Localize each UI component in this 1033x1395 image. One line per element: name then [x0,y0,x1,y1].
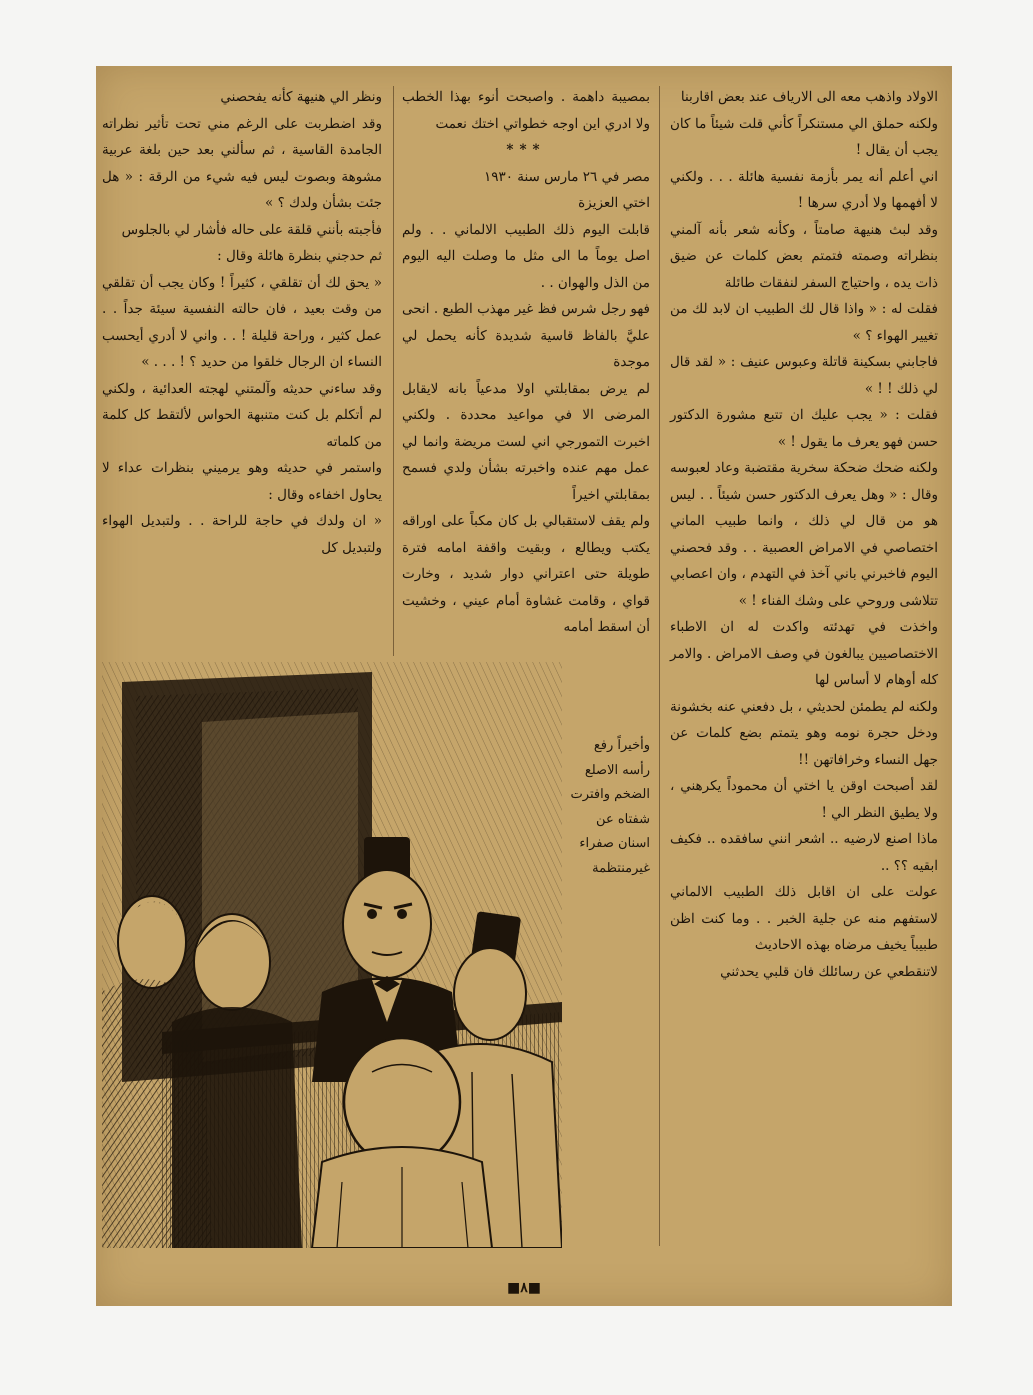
illustration-drawing [102,662,562,1248]
paragraph: فأجبته بأنني قلقة على حاله فأشار لي بالجلوس [121,221,382,238]
paragraph: ولكنه لم يطمئن لحديثي ، بل دفعني عنه بخشونة ودخل حجرة نومه وهو يتمتم بضع كلمات عن جهل النساء وخرافاتهن !! [670,698,938,768]
paragraph: لاتنقطعي عن رسائلك فان قلبي يحدثني [720,963,938,980]
paragraph: فهو رجل شرس فظ غير مهذب الطبع . انحى عليَّ بالفاظ قاسية شديدة كأنه يحمل لي موجدة [402,301,650,370]
magazine-page [96,66,952,1306]
text-column-middle [402,84,650,641]
paragraph: ونظر الي هنيهة كأنه يفحصني [220,89,382,105]
paragraph: فقلت له : « واذا قال لك الطبيب ان لابد لك من تغيير الهواء ؟ » [670,301,938,344]
paragraph: « يحق لك أن تقلقي ، كثيراً ! وكان يجب أن تقلقي من وقت بعيد ، فان حالته النفسية سيئة جداً . . عمل كثير ، وراحة قليلة ! . . واني لا أدري أيحسب النساء ان الرجال خلقوا من حديد ؟ ! . . . » [102,274,382,370]
paragraph: قابلت اليوم ذلك الطبيب الالماني . . ولم اصل يوماً ما الى مثل ما وصلت اليه اليوم من الذل والهوان . . [402,221,650,291]
paragraph: فاجابني بسكينة قاتلة وعبوس عنيف : « لقد قال لي ذلك ! ! » [670,354,938,397]
paragraph: بمصيبة داهمة . واصبحت أنوء بهذا الخطب ولا ادري اين اوجه خطواتي اختك نعمت [402,89,650,132]
section-separator: *** [506,142,546,158]
paragraph: ماذا اصنع لارضيه .. اشعر انني سافقده .. فكيف ابقيه ؟؟ .. [670,831,938,874]
illustration [102,662,562,1248]
paragraph: ولم يقف لاستقبالي بل كان مكباً على اوراقه يكتب ويطالع ، وبقيت واقفة امامه فترة طويلة حتى اعتراني دوار شديد ، وخارت قواي ، وقامت غشاوة أمام عيني ، وخشيت أن اسقط أمامه [402,513,650,635]
paragraph: ولكنه ضحك ضحكة سخرية مقتضبة وعاد لعبوسه وقال : « وهل يعرف الدكتور حسن شيئاً . . ليس هو من قال لي ذلك ، وانما طبيب الماني اختصاصي في الامراض العصبية . . وقد فحصني اليوم فاخبرني باني آخذ في التهدم ، وان اعصابي تتلاشى وروحي على وشك الفناء ! » [670,460,938,609]
paragraph: وقد لبث هنيهة صامتاً ، وكأنه شعر بأنه آلمني بنظراته وصمته فتمتم بعض كلمات عن ضيق ذات يده ، واحتياج السفر لنفقات طائلة [670,221,938,291]
paragraph: عولت على ان اقابل ذلك الطبيب الالماني لاستفهم منه عن جلية الخبر . . وما كنت اظن طبيباً يخيف مرضاه بهذه الاحاديث [670,884,938,953]
paragraph: وقد اضطربت على الرغم مني تحت تأثير نظراته الجامدة القاسية ، ثم سألني بعد حين بلغة عربية مشوهة وبصوت ليس فيه شيء من الرقة : « هل جئت بشأن ولدك ؟ » [102,115,382,211]
text-column-left [102,84,382,561]
paragraph: الاولاد واذهب معه الى الارياف عند بعض اقاربنا [680,89,938,105]
text-column-middle-narrow: وأخيراً رفع رأسه الاصلع الضخم وافترت شفتاه عن اسنان صفراء غيرمنتظمة [570,738,650,876]
paragraph: ثم حدجني بنظرة هائلة وقال : [217,248,382,264]
paragraph: لم يرض بمقابلتي اولا مدعياً بانه لايقابل المرضى الا في مواعيد محددة . ولكني اخبرت التمورجي اني لست مريضة وانما لي عمل مهم عنده واخبرته بشأن ولدي فسمح بمقابلتي اخيراً [402,380,650,503]
letter-date: مصر في ٢٦ مارس سنة ١٩٣٠ [483,168,650,185]
paragraph: لقد أصبحت اوقن يا اختي أن محموداً يكرهني ، ولا يطيق النظر الي ! [670,778,938,821]
paragraph: واخذت في تهدئته واكدت له ان الاطباء الاختصاصيين يبالغون في وصف الامراض . والامر كله أوهام لا أساس لها [670,619,938,688]
letter-salutation: اختي العزيزة [578,195,650,211]
paragraph: وقد ساءني حديثه وآلمتني لهجته العدائية ، ولكني لم أتكلم بل كنت متنبهة الحواس لألتقط كل كلمة من كلماته [102,380,382,450]
text-column-right [670,84,938,985]
page-number: ■٨■ [507,1280,541,1296]
paragraph: اني أعلم أنه يمر بأزمة نفسية هائلة . . . ولكني لا أفهمها ولا أدري سرها ! [670,168,938,211]
column-divider [393,86,394,656]
paragraph: واستمر في حديثه وهو يرميني بنظرات عداء لا يحاول اخفاءه وقال : [102,460,382,503]
paragraph: فقلت : « يجب عليك ان تتبع مشورة الدكتور حسن فهو يعرف ما يقول ! » [670,407,938,450]
paragraph: « ان ولدك في حاجة للراحة . . ولتبديل الهواء ولتبديل كل [102,513,382,556]
paragraph: ولكنه حملق الي مستنكراً كأني قلت شيئاً ما كان يجب أن يقال ! [670,115,938,158]
column-divider [659,86,660,1246]
